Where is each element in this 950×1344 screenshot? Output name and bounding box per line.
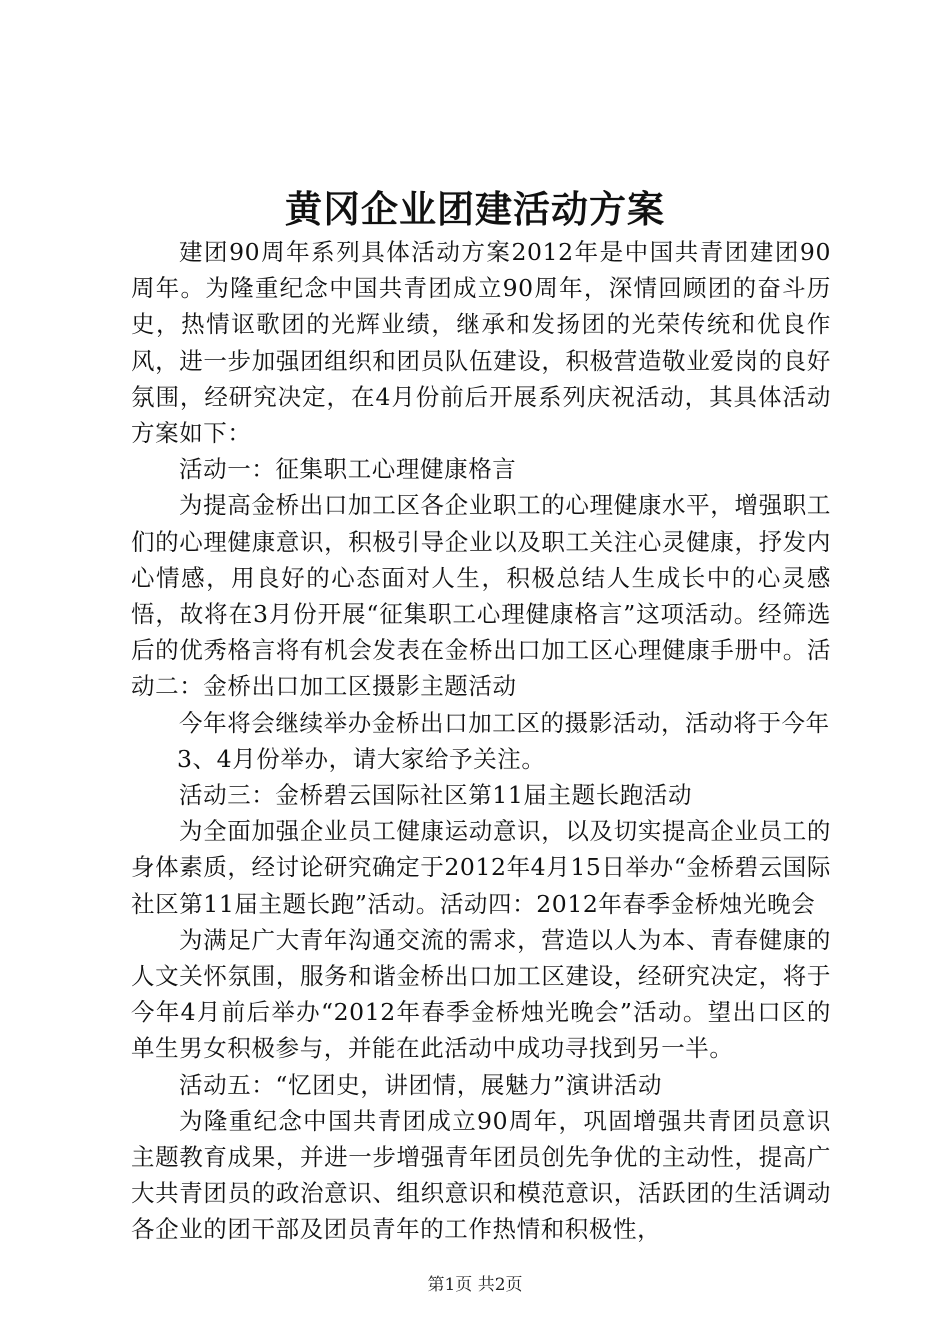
activity-three-heading: 活动三：金桥碧云国际社区第11届主题长跑活动 [179, 781, 693, 810]
page-footer: 第1页 共2页 [427, 1275, 523, 1295]
paragraph-activity-five: 为隆重纪念中国共青团成立90周年，巩固增强共青团员意识主题教育成果，并进一步增强青年团员创先争优的主动性，提高广大共青团员的政治意识、组织意识和模范意识，活跃团的生活调动各企业的团干部及团员青年的工作热情和积极性， [131, 1106, 831, 1244]
document-title: 黄冈企业团建活动方案 [285, 187, 665, 231]
paragraph-activity-one: 为提高金桥出口加工区各企业职工的心理健康水平，增强职工们的心理健康意识，积极引导企业以及职工关注心灵健康，抒发内心情感，用良好的心态面对人生，积极总结人生成长中的心灵感悟，故将在3月份开展“征集职工心理健康格言”这项活动。经筛选后的优秀格言将有机会发表在金桥出口加工区心理健康手册中。活动二：金桥出口加工区摄影主题活动 [131, 491, 831, 701]
paragraph-activity-three: 为全面加强企业员工健康运动意识，以及切实提高企业员工的身体素质，经讨论研究确定于2012年4月15日举办“金桥碧云国际社区第11届主题长跑”活动。活动四：2012年春季金桥烛光晚会 [131, 817, 831, 918]
paragraph-intro: 建团90周年系列具体活动方案2012年是中国共青团建团90周年。为隆重纪念中国共青团成立90周年，深情回顾团的奋斗历史，热情讴歌团的光辉业绩，继承和发扬团的光荣传统和优良作风，进一步加强团组织和团员队伍建设，积极营造敬业爱岗的良好氛围，经研究决定，在4月份前后开展系列庆祝活动，其具体活动方案如下： [131, 238, 831, 448]
paragraph-activity-two: 今年将会继续举办金桥出口加工区的摄影活动，活动将于今年 [179, 708, 830, 737]
paragraph-activity-four: 为满足广大青年沟通交流的需求，营造以人为本、青春健康的人文关怀氛围，服务和谐金桥出口加工区建设，经研究决定，将于今年4月前后举办“2012年春季金桥烛光晚会”活动。望出口区的单生男女积极参与，并能在此活动中成功寻找到另一半。 [131, 925, 831, 1063]
document-body [131, 234, 831, 1248]
activity-one-heading: 活动一：征集职工心理健康格言 [179, 455, 517, 484]
paragraph-activity-two-cont: 3、4月份举办，请大家给予关注。 [177, 744, 546, 773]
activity-five-heading: 活动五：“忆团史，讲团情，展魅力”演讲活动 [179, 1070, 663, 1099]
